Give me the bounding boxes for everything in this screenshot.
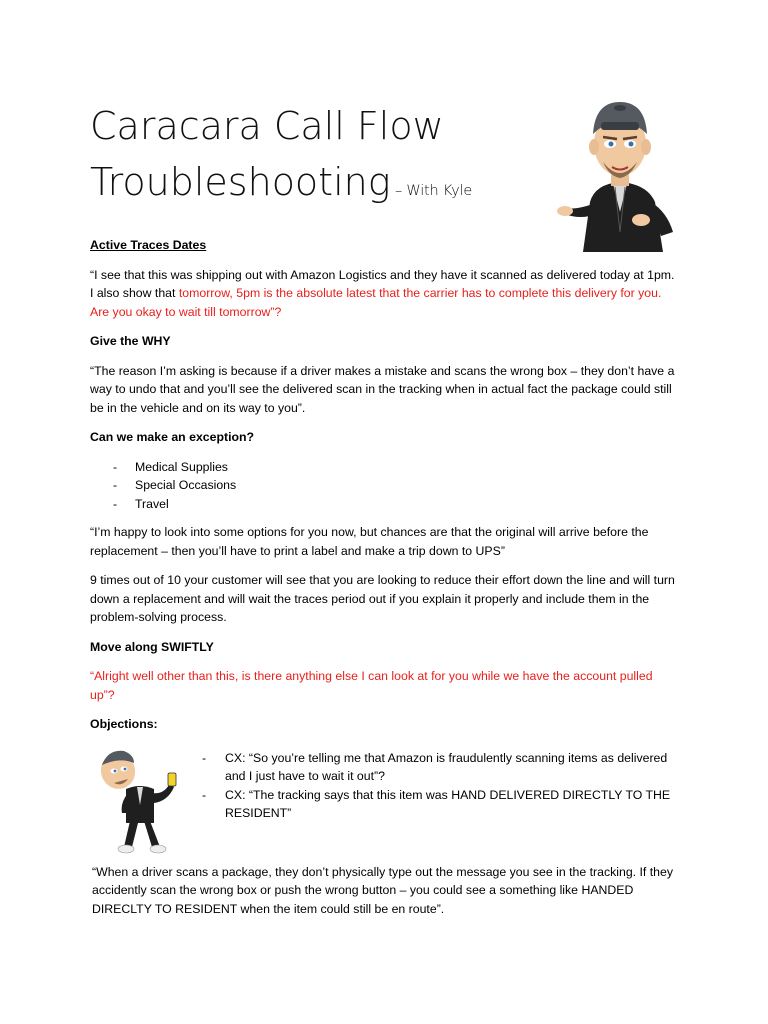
- heading-exception: Can we make an exception?: [90, 430, 255, 444]
- title-line-2-text: Troubleshooting: [90, 160, 391, 204]
- heading-objections: Objections:: [90, 717, 158, 731]
- list-item: - Travel: [90, 495, 680, 514]
- active-traces-red-text: tomorrow, 5pm is the absolute latest that the carrier has to complete this delivery for you. Are you okay to wait till tomorrow”?: [90, 286, 662, 319]
- heading-give-why: Give the WHY: [90, 334, 171, 348]
- list-item: - Medical Supplies: [90, 458, 680, 477]
- exception-list: [90, 458, 680, 514]
- paragraph-objections-answer: “When a driver scans a package, they don’t physically type out the message you see in the tracking. If they accidently scan the wrong box or push the wrong button – you could see a something like HANDED DIRECLTY TO RESIDENT when the item could still be en route”.: [92, 864, 673, 916]
- objections-block: [90, 745, 680, 855]
- objections-list: [202, 749, 672, 823]
- title-line-2: [90, 154, 560, 219]
- list-item: - Special Occasions: [90, 476, 680, 495]
- list-item: - CX: “The tracking says that this item was HAND DELIVERED DIRECTLY TO THE RESIDENT”: [202, 786, 672, 823]
- paragraph-exception-note: 9 times out of 10 your customer will see that you are looking to reduce their effort down the line and will turn down a replacement and will wait the traces period out if you explain it properly and include them in the problem-solving process.: [90, 573, 675, 624]
- title-line-1: Caracara Call Flow: [90, 104, 444, 148]
- page-title: [90, 98, 560, 219]
- paragraph-active-traces: [90, 266, 680, 322]
- title-subtitle: – With Kyle: [390, 183, 473, 199]
- document-body: [90, 236, 680, 929]
- paragraph-exception-quote: “I’m happy to look into some options for you now, but chances are that the original will arrive before the replacement – then you’ll have to print a label and make a trip down to UPS”: [90, 525, 649, 558]
- heading-swiftly: Move along SWIFTLY: [90, 639, 214, 654]
- cartoon-avatar-pointing-icon: [555, 92, 685, 252]
- paragraph-give-why: “The reason I’m asking is because if a driver makes a mistake and scans the wrong box – they don’t have a way to undo that and you’ll see the delivered scan in the tracking when in actual fact the package could still be in the vehicle and on its way to you”.: [90, 363, 675, 415]
- active-traces-text: “I see that this was shipping out with Amazon Logistics and they have it scanned as delivered today at 1pm. I also show that: [90, 267, 675, 300]
- list-item: - CX: “So you’re telling me that Amazon is fraudulently scanning items as delivered and I just have to wait it out”?: [202, 749, 672, 786]
- paragraph-swiftly: “Alright well other than this, is there anything else I can look at for you while we have the account pulled up”?: [90, 669, 653, 702]
- heading-active-traces: Active Traces Dates: [90, 238, 207, 252]
- cartoon-avatar-phone-icon: [90, 743, 190, 855]
